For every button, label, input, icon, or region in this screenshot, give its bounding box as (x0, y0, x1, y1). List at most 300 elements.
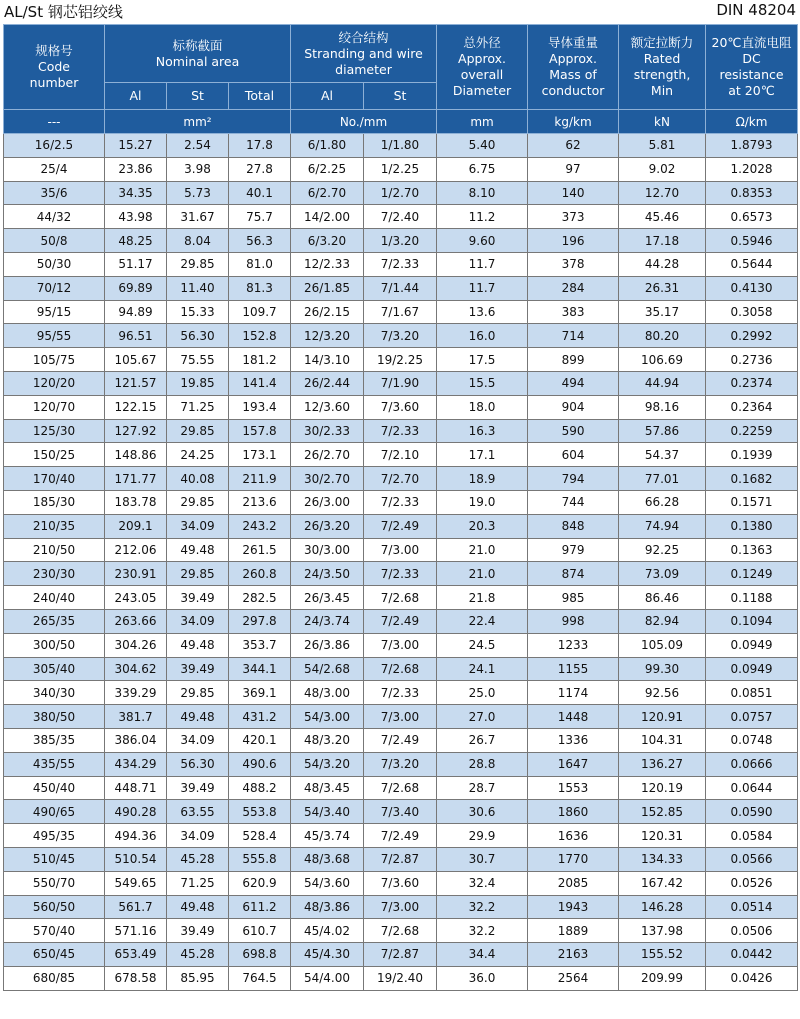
table-cell: 7/2.70 (364, 467, 437, 491)
table-cell: 28.8 (437, 752, 528, 776)
table-cell: 26.31 (619, 276, 706, 300)
table-cell: 49.48 (167, 538, 229, 562)
table-cell: 1.8793 (706, 134, 798, 158)
table-cell: 494 (528, 371, 619, 395)
table-cell: 134.33 (619, 847, 706, 871)
table-row (4, 895, 798, 919)
table-row (4, 538, 798, 562)
table-cell: 75.55 (167, 348, 229, 372)
table-cell: 137.98 (619, 919, 706, 943)
table-cell: 6.75 (437, 157, 528, 181)
table-cell: 15.33 (167, 300, 229, 324)
table-cell: 70/12 (4, 276, 105, 300)
table-cell: 30/3.00 (291, 538, 364, 562)
table-cell: 590 (528, 419, 619, 443)
table-cell: 155.52 (619, 943, 706, 967)
table-cell: 171.77 (105, 467, 167, 491)
table-row (4, 395, 798, 419)
table-cell: 40.1 (229, 181, 291, 205)
table-row (4, 776, 798, 800)
table-cell: 7/3.20 (364, 324, 437, 348)
table-cell: 698.8 (229, 943, 291, 967)
table-cell: 49.48 (167, 705, 229, 729)
table-cell: 7/2.68 (364, 776, 437, 800)
table-cell: 874 (528, 562, 619, 586)
table-cell: 104.31 (619, 728, 706, 752)
table-cell: 35/6 (4, 181, 105, 205)
table-cell: 105.09 (619, 633, 706, 657)
table-cell: 1174 (528, 681, 619, 705)
table-row (4, 276, 798, 300)
table-cell: 0.1939 (706, 443, 798, 467)
table-row (4, 871, 798, 895)
table-row (4, 324, 798, 348)
table-cell: 31.67 (167, 205, 229, 229)
table-cell: 50/30 (4, 252, 105, 276)
table-cell: 29.85 (167, 562, 229, 586)
table-cell: 0.0748 (706, 728, 798, 752)
table-cell: 2085 (528, 871, 619, 895)
table-cell: 0.0426 (706, 966, 798, 990)
table-cell: 94.89 (105, 300, 167, 324)
table-cell: 34.09 (167, 609, 229, 633)
table-cell: 66.28 (619, 490, 706, 514)
header-diameter: 总外径 Approx. overall Diameter (437, 25, 528, 110)
table-cell: 80.20 (619, 324, 706, 348)
table-cell: 0.2736 (706, 348, 798, 372)
table-cell: 230.91 (105, 562, 167, 586)
table-cell: 604 (528, 443, 619, 467)
subheader-st-wire: St (364, 83, 437, 110)
table-cell: 26/3.86 (291, 633, 364, 657)
table-row (4, 514, 798, 538)
table-cell: 82.94 (619, 609, 706, 633)
table-row (4, 348, 798, 372)
table-cell: 265/35 (4, 609, 105, 633)
table-cell: 1647 (528, 752, 619, 776)
table-cell: 230/30 (4, 562, 105, 586)
table-cell: 369.1 (229, 681, 291, 705)
table-cell: 650/45 (4, 943, 105, 967)
table-row (4, 633, 798, 657)
table-cell: 26/1.85 (291, 276, 364, 300)
table-cell: 11.2 (437, 205, 528, 229)
table-cell: 27.8 (229, 157, 291, 181)
table-cell: 45/3.74 (291, 824, 364, 848)
table-cell: 1155 (528, 657, 619, 681)
table-cell: 29.9 (437, 824, 528, 848)
standard-label: DIN 48204 (716, 1, 796, 19)
table-cell: 32.4 (437, 871, 528, 895)
table-cell: 16.0 (437, 324, 528, 348)
table-cell: 0.2374 (706, 371, 798, 395)
table-cell: 56.30 (167, 752, 229, 776)
header-stranding: 绞合结构 Stranding and wire diameter (291, 25, 437, 83)
table-cell: 714 (528, 324, 619, 348)
table-row (4, 800, 798, 824)
table-row (4, 467, 798, 491)
table-cell: 49.48 (167, 633, 229, 657)
table-cell: 40.08 (167, 467, 229, 491)
table-cell: 7/2.49 (364, 824, 437, 848)
table-cell: 555.8 (229, 847, 291, 871)
table-cell: 170/40 (4, 467, 105, 491)
table-cell: 212.06 (105, 538, 167, 562)
table-cell: 304.62 (105, 657, 167, 681)
table-cell: 553.8 (229, 800, 291, 824)
unit-strength: kN (619, 110, 706, 134)
table-cell: 15.5 (437, 371, 528, 395)
table-cell: 146.28 (619, 895, 706, 919)
table-cell: 81.0 (229, 252, 291, 276)
table-cell: 51.17 (105, 252, 167, 276)
table-cell: 0.0851 (706, 681, 798, 705)
table-cell: 17.5 (437, 348, 528, 372)
subheader-al-wire: Al (291, 83, 364, 110)
table-cell: 19/2.25 (364, 348, 437, 372)
table-cell: 63.55 (167, 800, 229, 824)
table-cell: 141.4 (229, 371, 291, 395)
table-cell: 304.26 (105, 633, 167, 657)
table-cell: 75.7 (229, 205, 291, 229)
table-cell: 29.85 (167, 490, 229, 514)
table-cell: 340/30 (4, 681, 105, 705)
table-row (4, 728, 798, 752)
table-cell: 7/2.33 (364, 562, 437, 586)
table-row (4, 134, 798, 158)
table-cell: 29.85 (167, 252, 229, 276)
table-cell: 610.7 (229, 919, 291, 943)
table-cell: 24/3.50 (291, 562, 364, 586)
table-cell: 510/45 (4, 847, 105, 871)
table-cell: 7/2.40 (364, 205, 437, 229)
table-cell: 54/3.40 (291, 800, 364, 824)
table-cell: 54/2.68 (291, 657, 364, 681)
table-cell: 209.1 (105, 514, 167, 538)
table-cell: 54/3.00 (291, 705, 364, 729)
table-cell: 39.49 (167, 657, 229, 681)
table-cell: 549.65 (105, 871, 167, 895)
table-cell: 48/3.00 (291, 681, 364, 705)
table-cell: 431.2 (229, 705, 291, 729)
table-cell: 173.1 (229, 443, 291, 467)
table-cell: 43.98 (105, 205, 167, 229)
table-cell: 0.0666 (706, 752, 798, 776)
table-cell: 92.25 (619, 538, 706, 562)
table-cell: 7/2.68 (364, 919, 437, 943)
table-cell: 30.6 (437, 800, 528, 824)
table-cell: 44.28 (619, 252, 706, 276)
table-cell: 5.81 (619, 134, 706, 158)
table-cell: 71.25 (167, 871, 229, 895)
table-cell: 152.8 (229, 324, 291, 348)
table-cell: 19/2.40 (364, 966, 437, 990)
table-cell: 263.66 (105, 609, 167, 633)
table-cell: 7/2.49 (364, 728, 437, 752)
table-cell: 209.99 (619, 966, 706, 990)
table-cell: 0.0514 (706, 895, 798, 919)
table-cell: 181.2 (229, 348, 291, 372)
table-cell: 25.0 (437, 681, 528, 705)
table-cell: 29.85 (167, 681, 229, 705)
table-cell: 420.1 (229, 728, 291, 752)
table-row (4, 705, 798, 729)
table-cell: 125/30 (4, 419, 105, 443)
table-cell: 9.60 (437, 229, 528, 253)
table-cell: 45/4.30 (291, 943, 364, 967)
table-cell: 26/3.00 (291, 490, 364, 514)
table-cell: 1/2.25 (364, 157, 437, 181)
table-cell: 85.95 (167, 966, 229, 990)
table-cell: 0.1188 (706, 586, 798, 610)
table-cell: 157.8 (229, 419, 291, 443)
header-mass: 导体重量 Approx. Mass of conductor (528, 25, 619, 110)
table-cell: 34.4 (437, 943, 528, 967)
table-cell: 136.27 (619, 752, 706, 776)
table-cell: 54.37 (619, 443, 706, 467)
table-cell: 7/3.00 (364, 538, 437, 562)
unit-stranding: No./mm (291, 110, 437, 134)
table-cell: 45.28 (167, 847, 229, 871)
table-cell: 297.8 (229, 609, 291, 633)
table-cell: 6/2.70 (291, 181, 364, 205)
table-cell: 12/3.20 (291, 324, 364, 348)
table-cell: 510.54 (105, 847, 167, 871)
table-row (4, 919, 798, 943)
table-cell: 105.67 (105, 348, 167, 372)
table-cell: 2163 (528, 943, 619, 967)
table-cell: 0.1682 (706, 467, 798, 491)
table-cell: 9.02 (619, 157, 706, 181)
unit-diameter: mm (437, 110, 528, 134)
title-bar (0, 0, 800, 22)
table-row (4, 752, 798, 776)
table-row (4, 371, 798, 395)
table-cell: 17.1 (437, 443, 528, 467)
table-cell: 0.4130 (706, 276, 798, 300)
table-cell: 140 (528, 181, 619, 205)
table-cell: 0.0566 (706, 847, 798, 871)
table-cell: 25/4 (4, 157, 105, 181)
table-cell: 1/1.80 (364, 134, 437, 158)
table-cell: 34.09 (167, 824, 229, 848)
table-cell: 794 (528, 467, 619, 491)
table-cell: 0.0757 (706, 705, 798, 729)
table-row (4, 562, 798, 586)
table-cell: 18.9 (437, 467, 528, 491)
table-cell: 1.2028 (706, 157, 798, 181)
table-cell: 1889 (528, 919, 619, 943)
table-cell: 381.7 (105, 705, 167, 729)
table-cell: 14/2.00 (291, 205, 364, 229)
table-cell: 373 (528, 205, 619, 229)
table-cell: 561.7 (105, 895, 167, 919)
table-cell: 22.4 (437, 609, 528, 633)
table-cell: 282.5 (229, 586, 291, 610)
table-cell: 36.0 (437, 966, 528, 990)
table-cell: 71.25 (167, 395, 229, 419)
table-cell: 904 (528, 395, 619, 419)
table-cell: 494.36 (105, 824, 167, 848)
table-cell: 0.0590 (706, 800, 798, 824)
table-cell: 570/40 (4, 919, 105, 943)
table-cell: 6/2.25 (291, 157, 364, 181)
table-cell: 48/3.86 (291, 895, 364, 919)
table-cell: 12.70 (619, 181, 706, 205)
table-row (4, 657, 798, 681)
table-cell: 35.17 (619, 300, 706, 324)
table-cell: 54/3.60 (291, 871, 364, 895)
table-cell: 183.78 (105, 490, 167, 514)
table-cell: 95/55 (4, 324, 105, 348)
unit-area: mm² (105, 110, 291, 134)
table-cell: 86.46 (619, 586, 706, 610)
table-cell: 185/30 (4, 490, 105, 514)
table-cell: 0.1571 (706, 490, 798, 514)
table-cell: 24.1 (437, 657, 528, 681)
units-row (4, 110, 798, 134)
unit-resistance: Ω/km (706, 110, 798, 134)
table-cell: 985 (528, 586, 619, 610)
table-row (4, 824, 798, 848)
table-cell: 73.09 (619, 562, 706, 586)
table-cell: 23.86 (105, 157, 167, 181)
table-cell: 7/3.00 (364, 633, 437, 657)
table-cell: 0.8353 (706, 181, 798, 205)
table-cell: 0.0506 (706, 919, 798, 943)
table-cell: 28.7 (437, 776, 528, 800)
table-cell: 764.5 (229, 966, 291, 990)
table-cell: 44.94 (619, 371, 706, 395)
table-cell: 210/35 (4, 514, 105, 538)
table-cell: 305/40 (4, 657, 105, 681)
table-cell: 11.7 (437, 252, 528, 276)
table-cell: 26/2.70 (291, 443, 364, 467)
table-cell: 50/8 (4, 229, 105, 253)
conductor-spec-table (3, 24, 798, 991)
table-cell: 21.0 (437, 538, 528, 562)
table-cell: 26/3.20 (291, 514, 364, 538)
header-strength: 额定拉断力 Rated strength, Min (619, 25, 706, 110)
table-cell: 0.0949 (706, 633, 798, 657)
table-cell: 528.4 (229, 824, 291, 848)
table-cell: 20.3 (437, 514, 528, 538)
table-cell: 678.58 (105, 966, 167, 990)
table-row (4, 966, 798, 990)
subheader-total: Total (229, 83, 291, 110)
table-cell: 26/3.45 (291, 586, 364, 610)
table-cell: 19.85 (167, 371, 229, 395)
table-cell: 1860 (528, 800, 619, 824)
table-row (4, 252, 798, 276)
table-cell: 243.2 (229, 514, 291, 538)
table-cell: 92.56 (619, 681, 706, 705)
table-cell: 7/3.00 (364, 705, 437, 729)
unit-code: --- (4, 110, 105, 134)
header-resistance: 20℃直流电阻 DC resistance at 20℃ (706, 25, 798, 110)
table-cell: 2.54 (167, 134, 229, 158)
table-cell: 24.25 (167, 443, 229, 467)
table-cell: 744 (528, 490, 619, 514)
table-cell: 380/50 (4, 705, 105, 729)
table-cell: 979 (528, 538, 619, 562)
table-cell: 69.89 (105, 276, 167, 300)
table-cell: 18.0 (437, 395, 528, 419)
table-row (4, 181, 798, 205)
table-cell: 1448 (528, 705, 619, 729)
table-cell: 1/3.20 (364, 229, 437, 253)
table-cell: 210/50 (4, 538, 105, 562)
table-cell: 240/40 (4, 586, 105, 610)
table-cell: 2564 (528, 966, 619, 990)
table-cell: 120.31 (619, 824, 706, 848)
table-cell: 284 (528, 276, 619, 300)
table-cell: 680/85 (4, 966, 105, 990)
header-code: 规格号 Code number (4, 25, 105, 110)
product-title: AL/St 钢芯铝绞线 (4, 3, 123, 21)
table-cell: 7/2.68 (364, 586, 437, 610)
table-cell: 121.57 (105, 371, 167, 395)
table-cell: 0.0526 (706, 871, 798, 895)
table-row (4, 157, 798, 181)
table-cell: 7/3.00 (364, 895, 437, 919)
table-cell: 56.30 (167, 324, 229, 348)
table-cell: 386.04 (105, 728, 167, 752)
table-cell: 213.6 (229, 490, 291, 514)
table-cell: 44/32 (4, 205, 105, 229)
table-cell: 45.28 (167, 943, 229, 967)
table-cell: 7/3.60 (364, 395, 437, 419)
table-cell: 495/35 (4, 824, 105, 848)
table-cell: 16/2.5 (4, 134, 105, 158)
table-cell: 39.49 (167, 776, 229, 800)
table-cell: 16.3 (437, 419, 528, 443)
table-cell: 24/3.74 (291, 609, 364, 633)
table-cell: 5.73 (167, 181, 229, 205)
table-cell: 0.1094 (706, 609, 798, 633)
table-row (4, 419, 798, 443)
table-cell: 560/50 (4, 895, 105, 919)
table-cell: 39.49 (167, 586, 229, 610)
table-cell: 48/3.68 (291, 847, 364, 871)
table-cell: 7/1.44 (364, 276, 437, 300)
table-cell: 109.7 (229, 300, 291, 324)
table-cell: 12/3.60 (291, 395, 364, 419)
table-cell: 152.85 (619, 800, 706, 824)
table-cell: 54/3.20 (291, 752, 364, 776)
table-cell: 1943 (528, 895, 619, 919)
table-cell: 45.46 (619, 205, 706, 229)
table-cell: 7/3.60 (364, 871, 437, 895)
table-cell: 1770 (528, 847, 619, 871)
table-cell: 27.0 (437, 705, 528, 729)
table-cell: 344.1 (229, 657, 291, 681)
table-cell: 6/3.20 (291, 229, 364, 253)
table-cell: 0.0584 (706, 824, 798, 848)
table-cell: 1553 (528, 776, 619, 800)
table-cell: 120.91 (619, 705, 706, 729)
table-cell: 48/3.45 (291, 776, 364, 800)
table-cell: 488.2 (229, 776, 291, 800)
table-cell: 32.2 (437, 895, 528, 919)
table-cell: 8.04 (167, 229, 229, 253)
table-cell: 450/40 (4, 776, 105, 800)
subheader-al: Al (105, 83, 167, 110)
table-cell: 7/2.33 (364, 252, 437, 276)
table-cell: 0.0949 (706, 657, 798, 681)
table-cell: 62 (528, 134, 619, 158)
table-cell: 848 (528, 514, 619, 538)
